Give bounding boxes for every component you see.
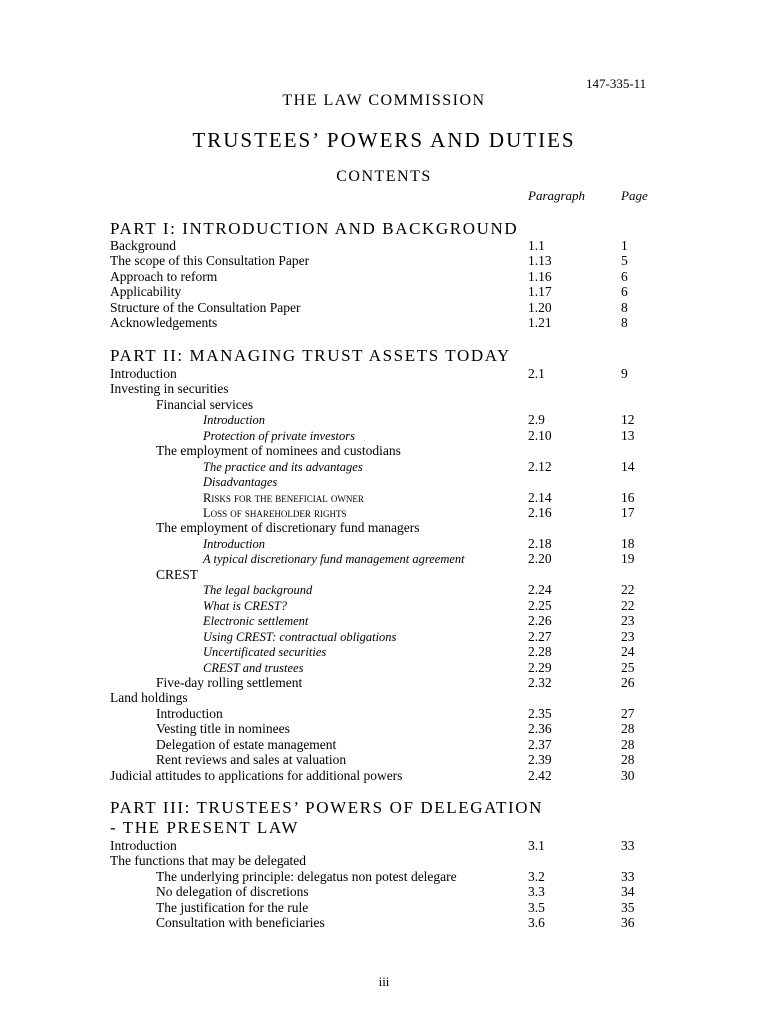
toc-entry: [0, 551, 768, 567]
entry-title: Loss of shareholder rights: [203, 506, 347, 520]
entry-page: 23: [621, 629, 635, 644]
entry-title: The functions that may be delegated: [110, 853, 307, 868]
entry-title: Introduction: [203, 537, 266, 551]
toc-entry: [0, 582, 768, 598]
entry-paragraph: 1.1: [528, 238, 545, 253]
entry-page: 18: [621, 536, 635, 551]
entry-title: Introduction: [110, 366, 177, 381]
toc-entry: [0, 706, 768, 722]
entry-title: Five-day rolling settlement: [156, 675, 303, 690]
entry-title: Judicial attitudes to applications for additional powers: [110, 768, 403, 783]
entry-page: 22: [621, 582, 635, 597]
entry-paragraph: 2.35: [528, 706, 552, 721]
entry-paragraph: 1.13: [528, 253, 552, 268]
entry-title: The scope of this Consultation Paper: [110, 253, 310, 268]
part-heading: PART I: INTRODUCTION AND BACKGROUND: [110, 219, 519, 238]
entry-paragraph: 1.17: [528, 284, 552, 299]
entry-paragraph: 2.27: [528, 629, 552, 644]
entry-page: 22: [621, 598, 635, 613]
entry-paragraph: 1.21: [528, 315, 552, 330]
entry-title: Disadvantages: [203, 475, 278, 489]
entry-title: Background: [110, 238, 176, 253]
entry-page: 9: [621, 366, 628, 381]
entry-paragraph: 2.16: [528, 505, 552, 520]
page-number: iii: [378, 974, 390, 989]
entry-page: 35: [621, 900, 635, 915]
entry-title: The employment of nominees and custodians: [156, 443, 401, 458]
entry-paragraph: 2.24: [528, 582, 552, 597]
entry-page: 6: [621, 269, 628, 284]
toc-entry: [0, 598, 768, 614]
entry-title: The justification for the rule: [156, 900, 309, 915]
entry-title: Uncertificated securities: [203, 645, 327, 659]
part-heading-continued: - THE PRESENT LAW: [110, 818, 300, 837]
entry-page: 1: [621, 238, 628, 253]
entry-paragraph: 3.6: [528, 915, 545, 930]
entry-title: Financial services: [156, 397, 254, 412]
entry-paragraph: 2.37: [528, 737, 552, 752]
entry-title: Approach to reform: [110, 269, 218, 284]
entry-page: 33: [621, 869, 635, 884]
toc-entry: [0, 675, 768, 691]
entry-title: Using CREST: contractual obligations: [203, 630, 397, 644]
entry-page: 27: [621, 706, 635, 721]
entry-paragraph: 2.32: [528, 675, 552, 690]
toc-entry: [0, 768, 768, 784]
entry-paragraph: 2.26: [528, 613, 552, 628]
toc-entry: [0, 253, 768, 269]
entry-title: A typical discretionary fund management agreement: [203, 552, 465, 566]
entry-title: Introduction: [203, 413, 266, 427]
entry-page: 5: [621, 253, 628, 268]
entry-page: 8: [621, 300, 628, 315]
toc-entry: [0, 536, 768, 552]
entry-paragraph: 2.25: [528, 598, 552, 613]
entry-title: The employment of discretionary fund managers: [156, 520, 420, 535]
entry-paragraph: 1.16: [528, 269, 552, 284]
entry-paragraph: 2.10: [528, 428, 552, 443]
entry-paragraph: 2.39: [528, 752, 552, 767]
entry-page: 28: [621, 752, 635, 767]
toc-entry: [0, 459, 768, 475]
entry-paragraph: 2.20: [528, 551, 552, 566]
entry-paragraph: 3.1: [528, 838, 545, 853]
entry-title: Applicability: [110, 284, 182, 299]
toc-entry: [0, 853, 768, 869]
entry-paragraph: 2.14: [528, 490, 552, 505]
toc-entry: [0, 284, 768, 300]
entry-title: Structure of the Consultation Paper: [110, 300, 301, 315]
toc-entry: [0, 915, 768, 931]
column-header-page: Page: [621, 188, 648, 203]
entry-page: 16: [621, 490, 635, 505]
entry-title: What is CREST?: [203, 599, 288, 613]
toc-entry: [0, 474, 768, 490]
toc-entry: [0, 238, 768, 254]
toc-entry: [0, 366, 768, 382]
toc-entry: [0, 900, 768, 916]
entry-page: 26: [621, 675, 635, 690]
entry-title: The legal background: [203, 583, 313, 597]
toc-entry: [0, 520, 768, 536]
part-heading: PART III: TRUSTEES’ POWERS OF DELEGATION: [110, 798, 544, 817]
entry-page: 24: [621, 644, 635, 659]
toc-entry: [0, 737, 768, 753]
entry-page: 8: [621, 315, 628, 330]
entry-paragraph: 2.12: [528, 459, 552, 474]
entry-paragraph: 2.18: [528, 536, 552, 551]
entry-page: 28: [621, 737, 635, 752]
toc-entry: [0, 428, 768, 444]
entry-page: 23: [621, 613, 635, 628]
entry-title: No delegation of discretions: [156, 884, 309, 899]
toc-entry: [0, 443, 768, 459]
toc-entry: [0, 505, 768, 521]
toc-entry: [0, 613, 768, 629]
toc-entry: [0, 397, 768, 413]
toc-entry: [0, 300, 768, 316]
toc-entry: [0, 490, 768, 506]
entry-page: 28: [621, 721, 635, 736]
entry-title: Investing in securities: [110, 381, 229, 396]
entry-page: 33: [621, 838, 635, 853]
entry-paragraph: 2.29: [528, 660, 552, 675]
toc-entry: [0, 721, 768, 737]
toc-entry: [0, 838, 768, 854]
entry-title: CREST: [156, 567, 199, 582]
entry-title: Delegation of estate management: [156, 737, 337, 752]
entry-title: Protection of private investors: [203, 429, 355, 443]
toc-entry: [0, 315, 768, 331]
entry-page: 6: [621, 284, 628, 299]
entry-page: 36: [621, 915, 635, 930]
entry-paragraph: 3.5: [528, 900, 545, 915]
part-heading: PART II: MANAGING TRUST ASSETS TODAY: [110, 346, 511, 365]
toc-entry: [0, 567, 768, 583]
entry-title: Acknowledgements: [110, 315, 218, 330]
document-reference: 147-335-11: [586, 76, 647, 91]
contents-heading: CONTENTS: [336, 168, 432, 185]
entry-title: CREST and trustees: [203, 661, 304, 675]
toc-entry: [0, 644, 768, 660]
entry-paragraph: 1.20: [528, 300, 552, 315]
toc-entry: [0, 690, 768, 706]
entry-title: Risks for the beneficial owner: [203, 491, 364, 505]
entry-page: 12: [621, 412, 635, 427]
toc-entry: [0, 381, 768, 397]
toc-entry: [0, 269, 768, 285]
toc-entry: [0, 869, 768, 885]
entry-title: Introduction: [110, 838, 177, 853]
entry-title: Vesting title in nominees: [156, 721, 290, 736]
entry-paragraph: 2.1: [528, 366, 545, 381]
toc-entry: [0, 412, 768, 428]
entry-title: The practice and its advantages: [203, 460, 363, 474]
document-title: TRUSTEES’ POWERS AND DUTIES: [192, 128, 576, 152]
entry-paragraph: 2.28: [528, 644, 552, 659]
entry-title: Land holdings: [110, 690, 188, 705]
entry-paragraph: 2.9: [528, 412, 545, 427]
toc-entry: [0, 660, 768, 676]
toc-entry: [0, 752, 768, 768]
entry-paragraph: 2.36: [528, 721, 552, 736]
column-header-paragraph: Paragraph: [528, 188, 586, 203]
entry-page: 30: [621, 768, 635, 783]
entry-page: 13: [621, 428, 635, 443]
entry-title: Electronic settlement: [203, 614, 309, 628]
entry-page: 25: [621, 660, 635, 675]
entry-title: The underlying principle: delegatus non potest delegare: [156, 869, 457, 884]
entry-page: 14: [621, 459, 635, 474]
entry-page: 34: [621, 884, 635, 899]
entry-paragraph: 3.3: [528, 884, 545, 899]
entry-paragraph: 3.2: [528, 869, 545, 884]
toc-entry: [0, 629, 768, 645]
toc-entry: [0, 884, 768, 900]
entry-title: Consultation with beneficiaries: [156, 915, 325, 930]
entry-title: Rent reviews and sales at valuation: [156, 752, 347, 767]
commission-heading: THE LAW COMMISSION: [282, 92, 486, 109]
entry-paragraph: 2.42: [528, 768, 552, 783]
entry-title: Introduction: [156, 706, 223, 721]
entry-page: 17: [621, 505, 635, 520]
entry-page: 19: [621, 551, 635, 566]
